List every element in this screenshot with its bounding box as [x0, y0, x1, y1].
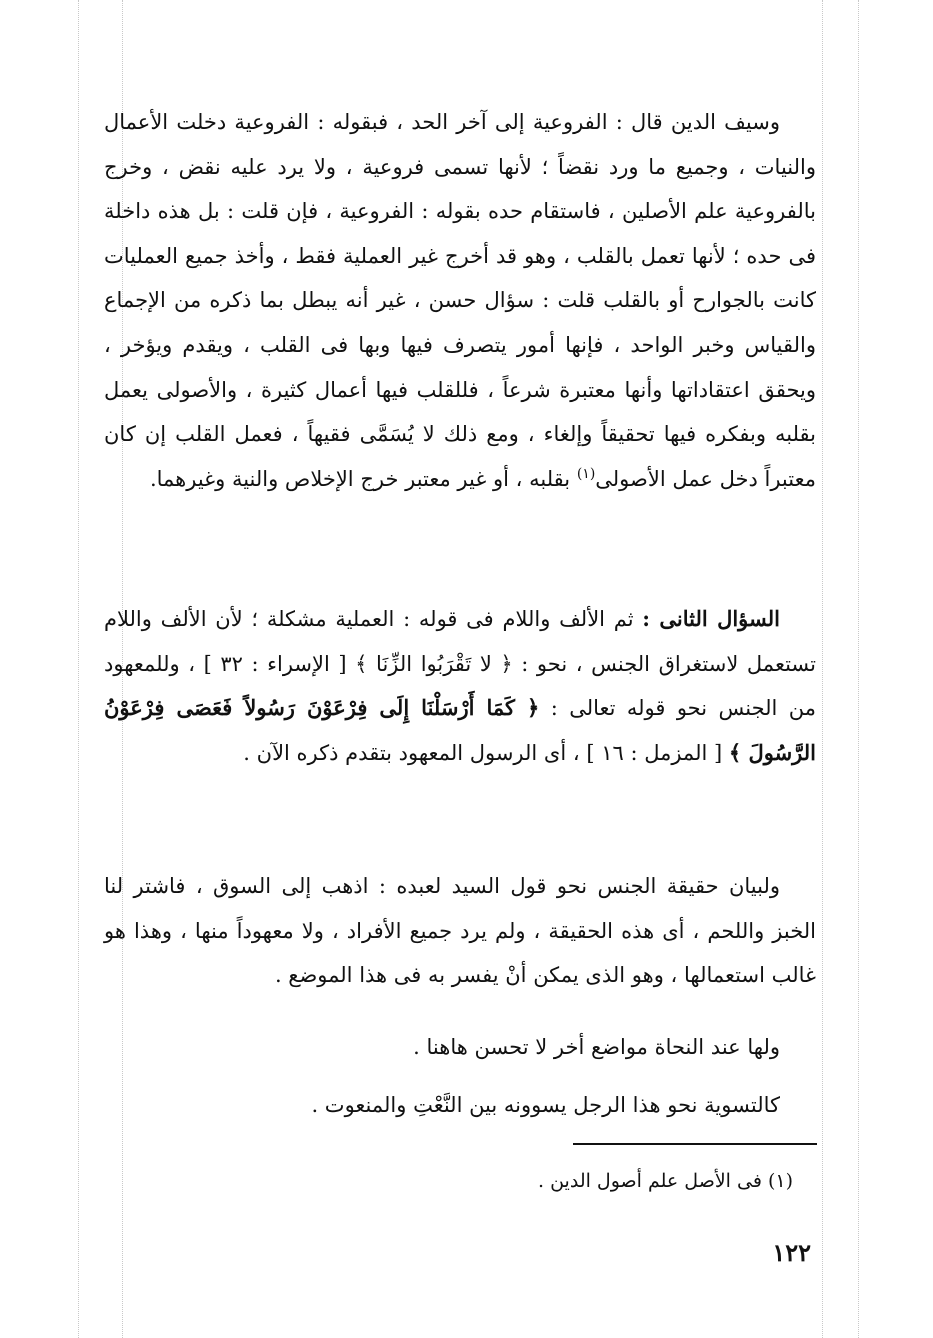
margin-guide [78, 0, 79, 1338]
paragraph-text: ولبيان حقيقة الجنس نحو قول السيد لعبده : اذهب إلى السوق ، فاشتر لنا الخبز واللحم ، أى هذه الحقيقة ، ولم يرد جميع الأفراد ، ولا معهوداً منها ، وهذا هو غالب استعمالها ، وهو الذى يمكن أنْ يفسر به فى هذا الموضع . [104, 874, 816, 988]
paragraph-text: وسيف الدين قال : الفروعية إلى آخر الحد ، فبقوله : الفروعية دخلت الأعمال والنيات ، وجميع ما ورد نقضاً ؛ لأنها تسمى فروعية ، ولا يرد عليه نقض ، وخرج بالفروعية علم الأصلين ، فاستقام حده بقوله : الفروعية ، فإن قلت : بل هذه داخلة فى حده ؛ لأنها تعمل بالقلب ، وهو قد أخرج غير العملية فقط ، وأخذ جميع العمليات كانت بالجوارح أو بالقلب قلت : سؤال حسن ، غير أنه يبطل بما ذكره من الإجماع والقياس وخبر الواحد ، فإنها أمور يتصرف فيها وبها فى القلب ، ويقدم ويؤخر ، ويحقق اعتقاداتها وأنها معتبرة شرعاً ، فللقلب فيها أعمال كثيرة ، والأصولى يعمل بقلبه وبفكره فيها تحقيقاً وإلغاء ، ومع ذلك لا يُسَمَّى فقيهاً ، فعمل القلب إن كان معتبراً دخل عمل الأصولى [104, 110, 816, 491]
paragraph-4 [104, 1025, 816, 1070]
footnote-divider [573, 1143, 817, 1145]
paragraph-text: ثم الألف واللام فى قوله : العملية مشكلة ؛ لأن الألف واللام تستعمل لاستغراق الجنس ، نحو : ﴿ لا تَقْرَبُوا الزِّنَا ﴾ [ الإسراء : ٣٢ ] ، وللمعهود من الجنس نحو قوله تعالى : [104, 607, 816, 721]
paragraph-text: ولها عند النحاة مواضع أخر لا تحسن هاهنا . [413, 1035, 780, 1059]
footnote-reference: (١) [576, 465, 596, 482]
paragraph-3 [104, 864, 816, 998]
paragraph-1 [104, 100, 816, 501]
paragraph-2 [104, 597, 816, 775]
quran-verse: ﴿ كَمَا أَرْسَلْنَا إِلَى فِرْعَوْنَ رَسُولاً فَعَصَى فِرْعَوْنُ الرَّسُولَ ﴾ [104, 695, 816, 765]
paragraph-text: بقلبه ، أو غير معتبر خرج الإخلاص والنية وغيرهما. [149, 466, 577, 491]
footnote: (١) فى الأصل علم أصول الدين . [538, 1170, 793, 1192]
page-number: ١٢٢ [772, 1238, 811, 1267]
paragraph-5 [104, 1083, 816, 1128]
paragraph-text: كالتسوية نحو هذا الرجل يسوونه بين النَّعْتِ والمنعوت . [311, 1093, 780, 1117]
margin-guide [858, 0, 859, 1338]
margin-guide [822, 0, 823, 1338]
paragraph-text: [ المزمل : ١٦ ] ، أى الرسول المعهود بتقدم ذكره الآن . [243, 740, 729, 765]
section-heading: السؤال الثانى : [642, 606, 780, 631]
